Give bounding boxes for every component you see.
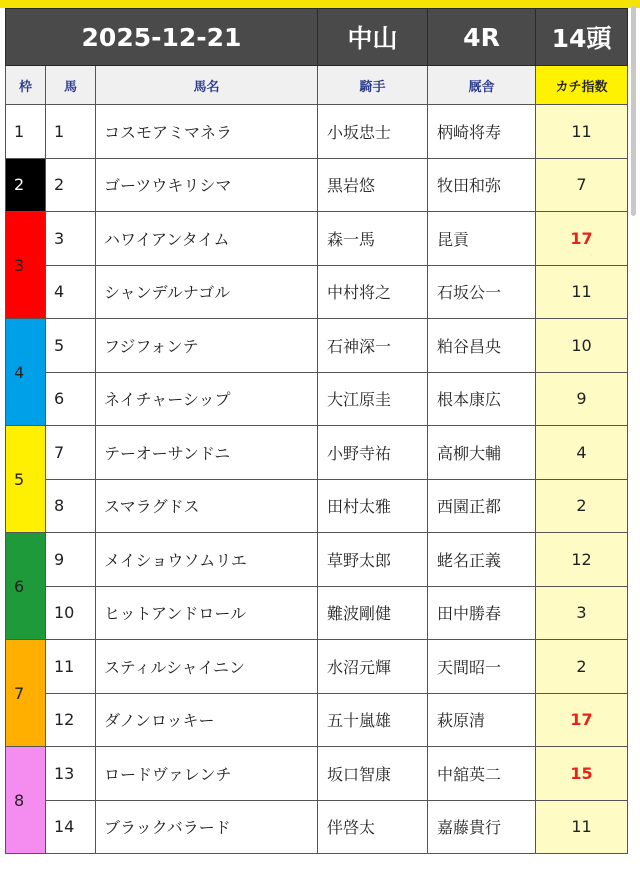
horse-name: テーオーサンドニ	[96, 426, 318, 480]
jockey-name: 小坂忠士	[318, 105, 428, 159]
table-row	[6, 265, 628, 319]
jockey-name: 田村太雅	[318, 479, 428, 533]
horse-name: ハワイアンタイム	[96, 212, 318, 266]
kachi-score: 17	[536, 693, 628, 747]
horse-name: コスモアミマネラ	[96, 105, 318, 159]
col-header-trainer: 厩舎	[428, 66, 536, 105]
trainer-name: 萩原清	[428, 693, 536, 747]
horse-number: 7	[46, 426, 96, 480]
horse-number: 5	[46, 319, 96, 373]
horse-name: フジフォンテ	[96, 319, 318, 373]
horse-name: ネイチャーシップ	[96, 372, 318, 426]
kachi-score: 11	[536, 105, 628, 159]
horse-name: ダノンロッキー	[96, 693, 318, 747]
waku-cell: 1	[6, 105, 46, 159]
horse-number: 2	[46, 158, 96, 212]
jockey-name: 水沼元輝	[318, 640, 428, 694]
table-row	[6, 800, 628, 854]
table-row	[6, 105, 628, 159]
waku-cell: 3	[6, 212, 46, 319]
trainer-name: 根本康広	[428, 372, 536, 426]
runner-count: 14頭	[536, 9, 628, 66]
col-header-name: 馬名	[96, 66, 318, 105]
waku-cell: 8	[6, 747, 46, 854]
jockey-name: 草野太郎	[318, 533, 428, 587]
table-row	[6, 586, 628, 640]
kachi-score: 2	[536, 640, 628, 694]
race-number: 4R	[428, 9, 536, 66]
horse-number: 11	[46, 640, 96, 694]
table-row	[6, 479, 628, 533]
column-header-row	[6, 66, 628, 105]
race-venue: 中山	[318, 9, 428, 66]
kachi-score: 7	[536, 158, 628, 212]
entries-body	[6, 105, 628, 854]
trainer-name: 田中勝春	[428, 586, 536, 640]
top-accent-bar	[0, 0, 640, 8]
kachi-score: 15	[536, 747, 628, 801]
horse-number: 1	[46, 105, 96, 159]
table-row	[6, 693, 628, 747]
scrollbar-thumb[interactable]	[631, 6, 636, 216]
race-date: 2025-12-21	[6, 9, 318, 66]
horse-number: 4	[46, 265, 96, 319]
kachi-score: 10	[536, 319, 628, 373]
trainer-name: 石坂公一	[428, 265, 536, 319]
trainer-name: 蛯名正義	[428, 533, 536, 587]
trainer-name: 天間昭一	[428, 640, 536, 694]
horse-name: メイショウソムリエ	[96, 533, 318, 587]
horse-number: 9	[46, 533, 96, 587]
col-header-num: 馬	[46, 66, 96, 105]
jockey-name: 森一馬	[318, 212, 428, 266]
horse-name: ロードヴァレンチ	[96, 747, 318, 801]
jockey-name: 大江原圭	[318, 372, 428, 426]
waku-cell: 6	[6, 533, 46, 640]
table-row	[6, 640, 628, 694]
horse-name: ヒットアンドロール	[96, 586, 318, 640]
horse-number: 6	[46, 372, 96, 426]
col-header-jockey: 騎手	[318, 66, 428, 105]
waku-cell: 7	[6, 640, 46, 747]
trainer-name: 中舘英二	[428, 747, 536, 801]
horse-number: 14	[46, 800, 96, 854]
horse-name: スマラグドス	[96, 479, 318, 533]
kachi-score: 9	[536, 372, 628, 426]
table-row	[6, 533, 628, 587]
trainer-name: 西園正都	[428, 479, 536, 533]
race-header-row	[6, 9, 628, 66]
horse-number: 3	[46, 212, 96, 266]
kachi-score: 17	[536, 212, 628, 266]
jockey-name: 小野寺祐	[318, 426, 428, 480]
waku-cell: 2	[6, 158, 46, 212]
kachi-score: 11	[536, 800, 628, 854]
kachi-score: 12	[536, 533, 628, 587]
kachi-score: 2	[536, 479, 628, 533]
jockey-name: 中村将之	[318, 265, 428, 319]
jockey-name: 坂口智康	[318, 747, 428, 801]
waku-cell: 5	[6, 426, 46, 533]
waku-cell: 4	[6, 319, 46, 426]
kachi-score: 3	[536, 586, 628, 640]
table-row	[6, 158, 628, 212]
jockey-name: 五十嵐雄	[318, 693, 428, 747]
horse-name: スティルシャイニン	[96, 640, 318, 694]
horse-name: シャンデルナゴル	[96, 265, 318, 319]
trainer-name: 昆貢	[428, 212, 536, 266]
jockey-name: 黒岩悠	[318, 158, 428, 212]
trainer-name: 高柳大輔	[428, 426, 536, 480]
kachi-score: 11	[536, 265, 628, 319]
horse-number: 13	[46, 747, 96, 801]
jockey-name: 石神深一	[318, 319, 428, 373]
horse-name: ゴーツウキリシマ	[96, 158, 318, 212]
kachi-score: 4	[536, 426, 628, 480]
table-row	[6, 747, 628, 801]
table-row	[6, 319, 628, 373]
col-header-waku: 枠	[6, 66, 46, 105]
horse-number: 10	[46, 586, 96, 640]
table-row	[6, 212, 628, 266]
col-header-score: カチ指数	[536, 66, 628, 105]
horse-number: 12	[46, 693, 96, 747]
trainer-name: 柄崎将寿	[428, 105, 536, 159]
table-row	[6, 372, 628, 426]
horse-name: ブラックバラード	[96, 800, 318, 854]
trainer-name: 牧田和弥	[428, 158, 536, 212]
race-entry-table	[5, 8, 628, 854]
trainer-name: 嘉藤貴行	[428, 800, 536, 854]
trainer-name: 粕谷昌央	[428, 319, 536, 373]
jockey-name: 難波剛健	[318, 586, 428, 640]
horse-number: 8	[46, 479, 96, 533]
jockey-name: 伴啓太	[318, 800, 428, 854]
table-row	[6, 426, 628, 480]
